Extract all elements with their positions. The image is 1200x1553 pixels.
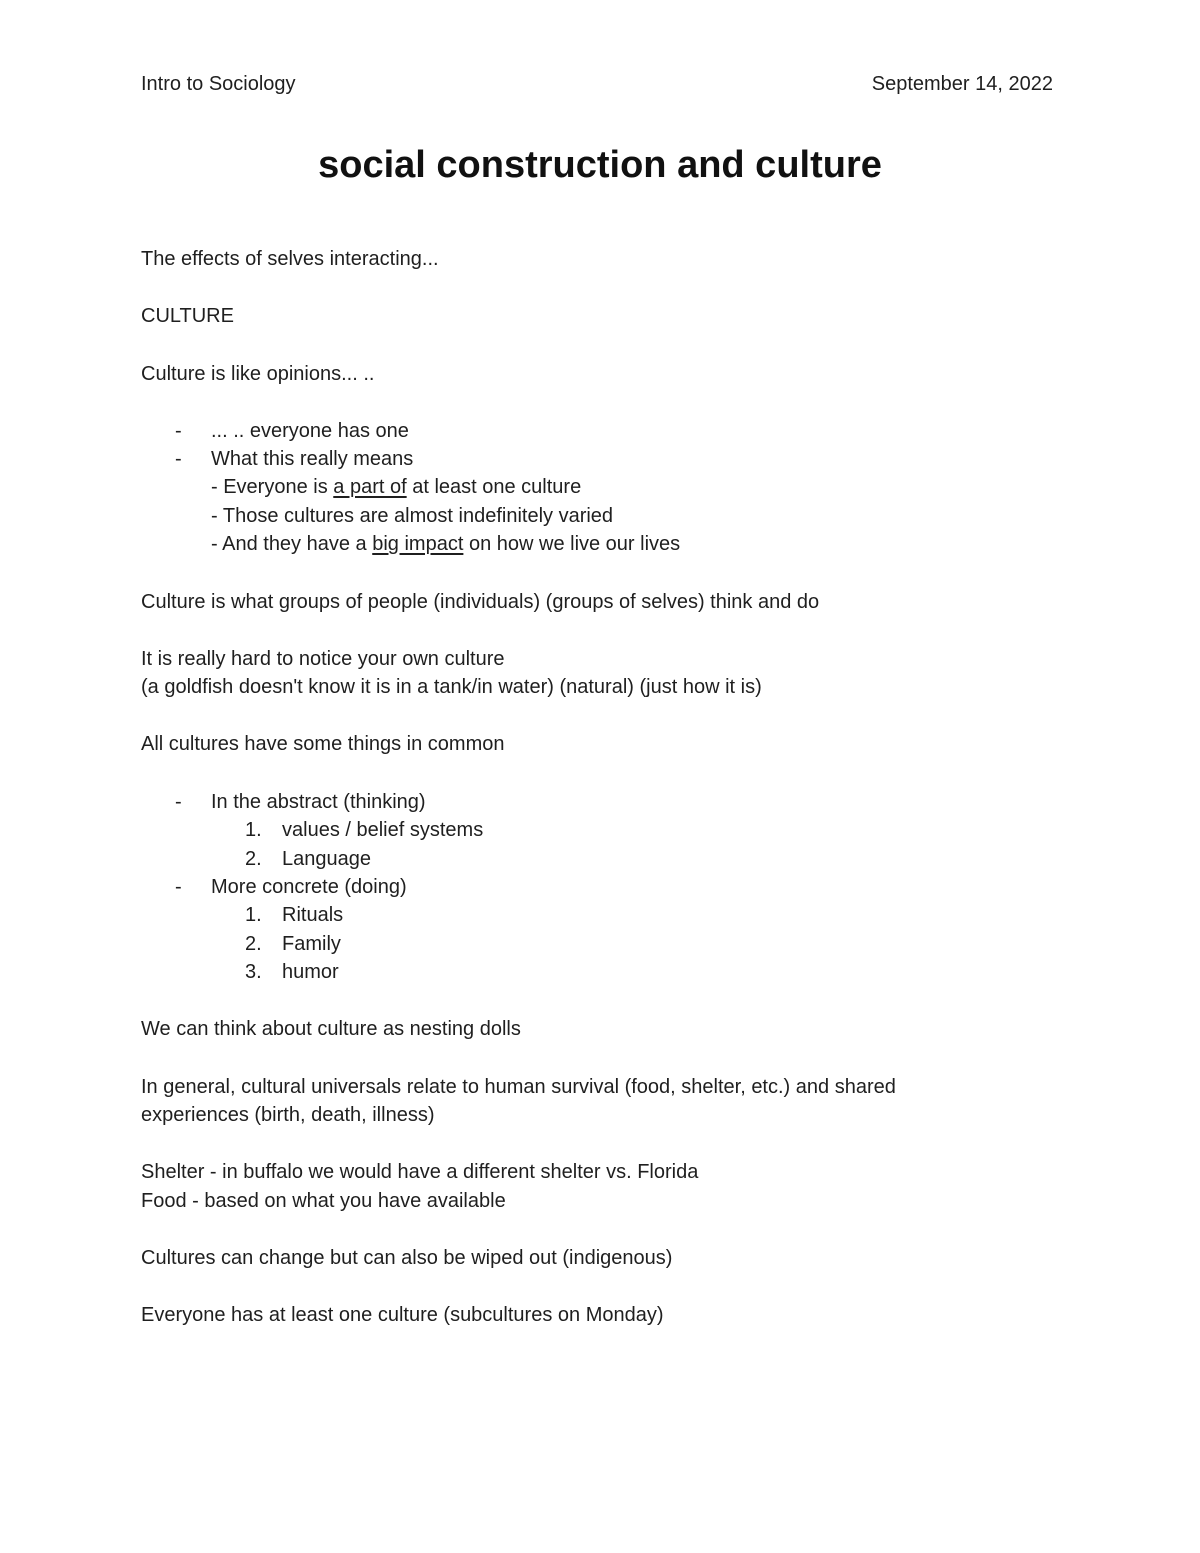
note-date: September 14, 2022 [871,73,1053,95]
underlined-part-of: a part of [333,476,407,498]
universals-line-2: experiences (birth, death, illness) [141,1104,435,1126]
shelter-line: Shelter - in buffalo we would have a different shelter vs. Florida [141,1161,699,1183]
notice-line-2: (a goldfish doesn't know it is in a tank/in water) (natural) (just how it is) [141,676,762,698]
sub-bullet-part-of-pre: - Everyone is [211,476,334,498]
underlined-big-impact: big impact [372,533,464,555]
bullet-concrete: More concrete (doing) [211,876,407,898]
section-heading: CULTURE [141,305,234,327]
food-line: Food - based on what you have available [141,1190,506,1212]
everyone-line: Everyone has at least one culture (subcultures on Monday) [141,1304,664,1326]
page-title: social construction and culture [318,144,882,186]
bullet-marker: - [175,448,182,470]
sub-bullet-big-impact [211,531,680,557]
intro-line: The effects of selves interacting... [141,248,439,270]
bullet-marker: - [175,791,182,813]
bullet-everyone-has-one: ... .. everyone has one [211,420,409,442]
bullet-what-this-means: What this really means [211,448,414,470]
change-line: Cultures can change but can also be wiped out (indigenous) [141,1247,673,1269]
sub-bullet-big-impact-post: on how we live our lives [463,533,681,555]
list-item: humor [282,961,339,983]
list-number: 3. [245,961,262,983]
bullet-marker: - [175,876,182,898]
common-line: All cultures have some things in common [141,733,505,755]
course-name: Intro to Sociology [141,73,296,95]
list-number: 1. [245,904,262,926]
notice-line-1: It is really hard to notice your own culture [141,648,505,670]
list-number: 2. [245,848,262,870]
bullet-marker: - [175,420,182,442]
list-number: 2. [245,933,262,955]
bullet-abstract: In the abstract (thinking) [211,791,426,813]
universals-line-1: In general, cultural universals relate to human survival (food, shelter, etc.) and shared [141,1076,896,1098]
sub-bullet-part-of-post: at least one culture [406,476,582,498]
list-item: Family [282,933,341,955]
culture-definition: Culture is what groups of people (individuals) (groups of selves) think and do [141,591,820,613]
list-number: 1. [245,819,262,841]
sub-bullet-part-of [211,474,581,500]
opinions-line: Culture is like opinions... .. [141,363,375,385]
sub-bullet-big-impact-pre: - And they have a [211,533,373,555]
sub-bullet-varied: - Those cultures are almost indefinitely varied [211,505,614,527]
list-item: Language [282,848,371,870]
nesting-line: We can think about culture as nesting dolls [141,1018,521,1040]
list-item: Rituals [282,904,344,926]
list-item: values / belief systems [282,819,484,841]
